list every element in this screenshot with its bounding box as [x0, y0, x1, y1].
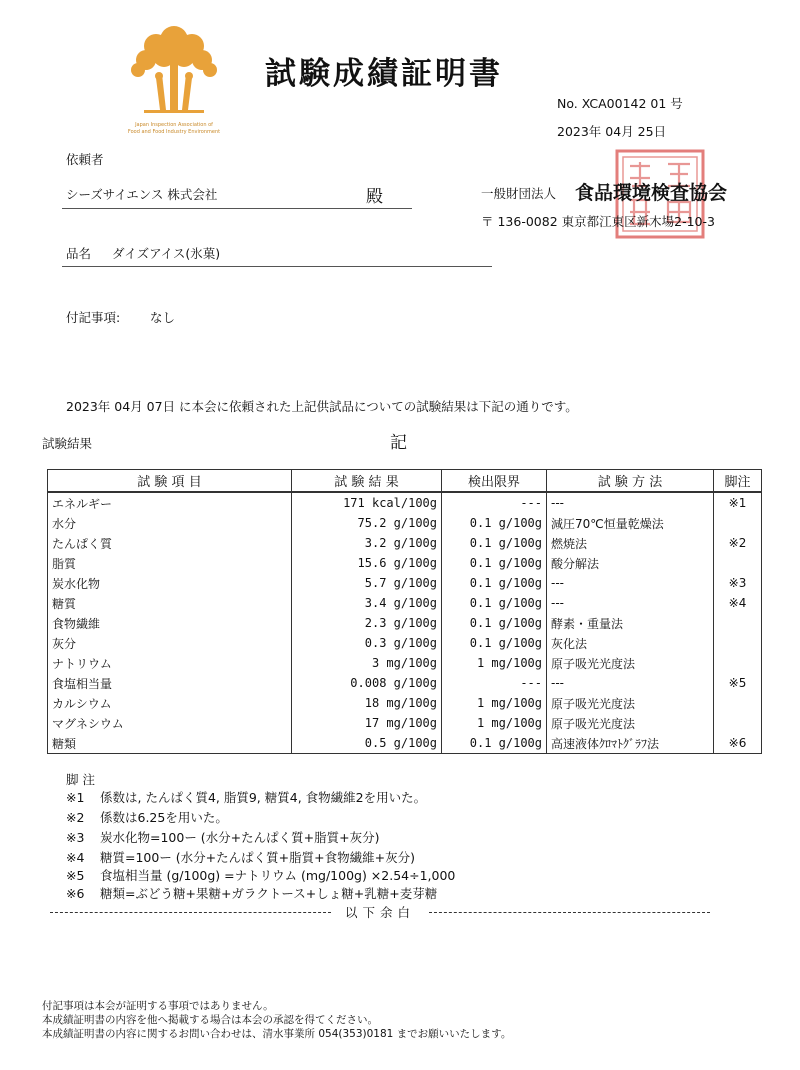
table-row — [48, 733, 762, 754]
issuer-org-type: 一般財団法人 — [481, 186, 557, 201]
table-row — [48, 713, 762, 733]
requester-label: 依頼者 — [66, 152, 104, 167]
cell-limit: 0.1 g/100g — [442, 533, 547, 553]
footnote-item — [66, 866, 455, 884]
header-note: 脚注 — [714, 470, 762, 493]
cell-item: ナトリウム — [48, 653, 292, 673]
cell-method: --- — [547, 492, 714, 513]
cell-item: 脂質 — [48, 553, 292, 573]
cell-limit: 1 mg/100g — [442, 653, 547, 673]
table-row — [48, 693, 762, 713]
cell-limit: 0.1 g/100g — [442, 553, 547, 573]
dashed-rule-left — [50, 912, 331, 913]
cell-item: 灰分 — [48, 633, 292, 653]
tree-logo-icon — [108, 18, 240, 148]
footnote-item — [66, 848, 415, 866]
product-underline — [62, 266, 492, 267]
svg-text:Food and Food Industry Environ: Food and Food Industry Environment — [127, 129, 221, 135]
svg-text:Japan Inspection Association o: Japan Inspection Association of — [135, 122, 213, 128]
cell-item: 糖質 — [48, 593, 292, 613]
notes-value: なし — [150, 310, 176, 325]
notes-label: 付記事項: — [66, 310, 121, 325]
footnote-mark: ※1 — [66, 790, 85, 805]
cell-item: カルシウム — [48, 693, 292, 713]
cell-result: 3.4 g/100g — [292, 593, 442, 613]
document-date: 2023年 04月 25日 — [557, 124, 667, 139]
disclaimer-line: 付記事項は本会が証明する事項ではありません。 — [42, 1000, 274, 1012]
intro-text: 2023年 04月 07日 に本会に依頼された上記供試品についての試験結果は下記の通りです。 — [66, 399, 578, 414]
footnote-text: 糖類=ぶどう糖+果糖+ガラクトース+しょ糖+乳糖+麦芽糖 — [100, 886, 438, 901]
cell-item: エネルギー — [48, 492, 292, 513]
end-of-content-line — [50, 903, 710, 921]
cell-result: 3 mg/100g — [292, 653, 442, 673]
disclaimer-line: 本成績証明書の内容を他へ掲載する場合は本会の承認を得てください。 — [42, 1014, 378, 1026]
cell-note — [714, 693, 762, 713]
cell-method: 燃焼法 — [547, 533, 714, 553]
cell-method: 酸分解法 — [547, 553, 714, 573]
table-row — [48, 593, 762, 613]
cell-note: ※2 — [714, 533, 762, 553]
table-row — [48, 613, 762, 633]
ki-heading: 記 — [390, 433, 407, 453]
cell-method: 灰化法 — [547, 633, 714, 653]
cell-result: 3.2 g/100g — [292, 533, 442, 553]
requester-name: シーズサイエンス 株式会社 — [66, 187, 218, 202]
cell-method: 高速液体ｸﾛﾏﾄｸﾞﾗﾌ法 — [547, 733, 714, 754]
cell-method: 減圧70℃恒量乾燥法 — [547, 513, 714, 533]
cell-note: ※1 — [714, 492, 762, 513]
cell-item: 食物繊維 — [48, 613, 292, 633]
cell-result: 18 mg/100g — [292, 693, 442, 713]
dashed-rule-right — [429, 912, 710, 913]
table-row — [48, 653, 762, 673]
cell-result: 2.3 g/100g — [292, 613, 442, 633]
footnote-item — [66, 788, 426, 806]
cell-result: 171 kcal/100g — [292, 492, 442, 513]
disclaimer-line: 本成績証明書の内容に関するお問い合わせは、清水事業所 054(353)0181 までお願いいたします。 — [42, 1028, 512, 1040]
requester-underline — [62, 208, 412, 209]
footnote-mark: ※6 — [66, 886, 85, 901]
cell-item: マグネシウム — [48, 713, 292, 733]
cell-method: 原子吸光光度法 — [547, 713, 714, 733]
cell-limit: --- — [442, 673, 547, 693]
organization-logo — [108, 18, 240, 148]
results-label: 試験結果 — [42, 436, 93, 451]
end-text: 以下余白 — [345, 905, 416, 920]
cell-limit: 1 mg/100g — [442, 693, 547, 713]
footnote-item — [66, 808, 228, 826]
cell-result: 0.5 g/100g — [292, 733, 442, 754]
cell-result: 17 mg/100g — [292, 713, 442, 733]
cell-limit: 1 mg/100g — [442, 713, 547, 733]
cell-method: 原子吸光光度法 — [547, 693, 714, 713]
honorific: 殿 — [366, 187, 383, 207]
cell-note: ※6 — [714, 733, 762, 754]
cell-note — [714, 633, 762, 653]
issuer-org-name: 食品環境検査協会 — [575, 182, 728, 204]
cell-note: ※4 — [714, 593, 762, 613]
header-limit: 検出限界 — [442, 470, 547, 493]
issuer-address: 〒 136-0082 東京都江東区新木場2-10-3 — [481, 214, 715, 229]
cell-item: 水分 — [48, 513, 292, 533]
footnote-item — [66, 828, 379, 846]
table-row — [48, 673, 762, 693]
cell-method: --- — [547, 593, 714, 613]
product-label: 品名 — [66, 246, 92, 261]
document-number: No. XCA00142 01 号 — [557, 96, 683, 111]
cell-limit: 0.1 g/100g — [442, 613, 547, 633]
cell-result: 5.7 g/100g — [292, 573, 442, 593]
table-row — [48, 513, 762, 533]
footnote-text: 炭水化物=100ー (水分+たんぱく質+脂質+灰分) — [100, 830, 380, 845]
cell-result: 75.2 g/100g — [292, 513, 442, 533]
cell-limit: --- — [442, 492, 547, 513]
cell-method: --- — [547, 673, 714, 693]
footnote-mark: ※3 — [66, 830, 85, 845]
cell-limit: 0.1 g/100g — [442, 733, 547, 754]
cell-result: 15.6 g/100g — [292, 553, 442, 573]
footnotes-heading: 脚 注 — [66, 772, 95, 787]
cell-item: 糖類 — [48, 733, 292, 754]
footnote-mark: ※2 — [66, 810, 85, 825]
cell-note — [714, 653, 762, 673]
cell-note — [714, 713, 762, 733]
header-item: 試 験 項 目 — [48, 470, 292, 493]
document-title: 試験成績証明書 — [265, 56, 503, 92]
cell-item: たんぱく質 — [48, 533, 292, 553]
cell-method: --- — [547, 573, 714, 593]
cell-note: ※3 — [714, 573, 762, 593]
header-method: 試 験 方 法 — [547, 470, 714, 493]
cell-result: 0.008 g/100g — [292, 673, 442, 693]
table-row — [48, 553, 762, 573]
table-row — [48, 533, 762, 553]
cell-limit: 0.1 g/100g — [442, 513, 547, 533]
table-header-row — [48, 470, 762, 493]
header-result: 試 験 結 果 — [292, 470, 442, 493]
footnote-text: 食塩相当量 (g/100g) =ナトリウム (mg/100g) ×2.54÷1,000 — [100, 868, 456, 883]
cell-note — [714, 613, 762, 633]
footnote-text: 糖質=100ー (水分+たんぱく質+脂質+食物繊維+灰分) — [100, 850, 415, 865]
product-name: ダイズアイス(氷菓) — [112, 246, 221, 261]
footnote-mark: ※5 — [66, 868, 85, 883]
cell-note — [714, 553, 762, 573]
footnote-text: 係数は, たんぱく質4, 脂質9, 糖質4, 食物繊維2を用いた。 — [100, 790, 427, 805]
footnote-text: 係数は6.25を用いた。 — [100, 810, 228, 825]
table-row — [48, 633, 762, 653]
cell-note: ※5 — [714, 673, 762, 693]
cell-method: 酵素・重量法 — [547, 613, 714, 633]
cell-item: 食塩相当量 — [48, 673, 292, 693]
cell-result: 0.3 g/100g — [292, 633, 442, 653]
cell-method: 原子吸光光度法 — [547, 653, 714, 673]
table-row — [48, 573, 762, 593]
footnote-item — [66, 884, 437, 902]
cell-limit: 0.1 g/100g — [442, 593, 547, 613]
table-row — [48, 492, 762, 513]
results-table — [47, 469, 762, 754]
cell-note — [714, 513, 762, 533]
cell-limit: 0.1 g/100g — [442, 573, 547, 593]
cell-limit: 0.1 g/100g — [442, 633, 547, 653]
footnote-mark: ※4 — [66, 850, 85, 865]
cell-item: 炭水化物 — [48, 573, 292, 593]
